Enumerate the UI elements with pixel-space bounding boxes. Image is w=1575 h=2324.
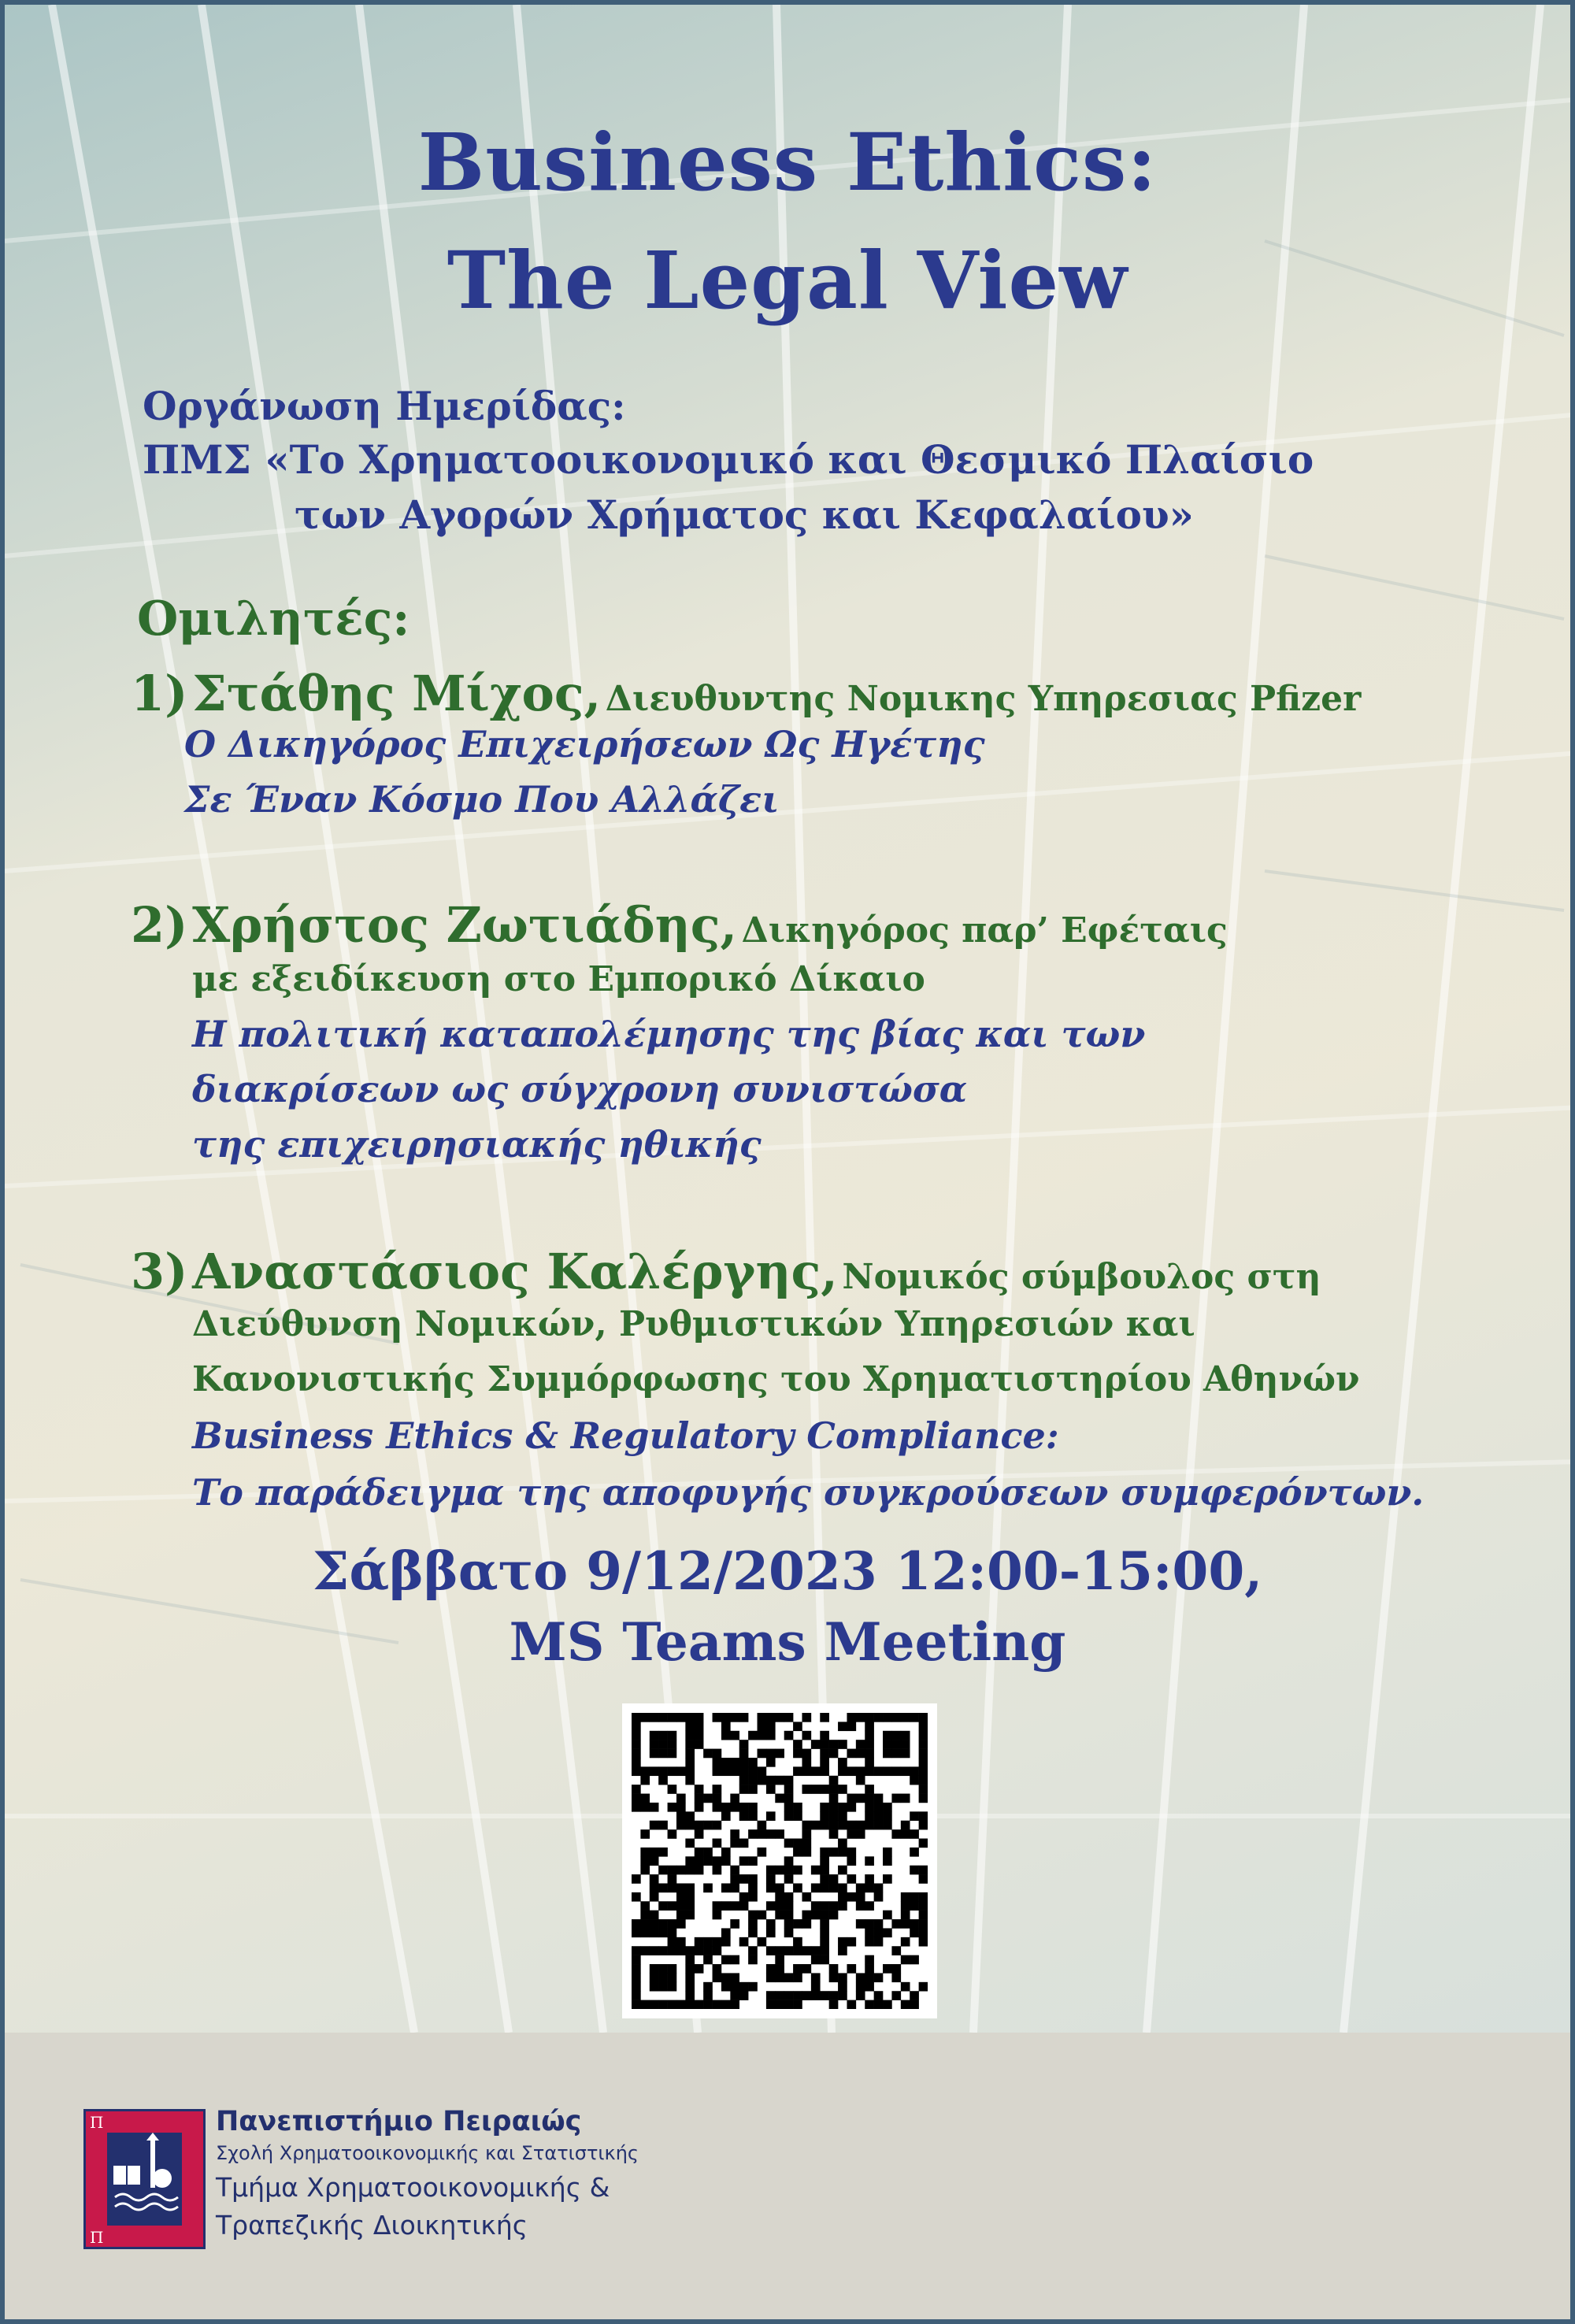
qr-code[interactable] [622,1703,937,2018]
speaker-2-heading [131,896,1228,954]
speakers-label: Ομιλητές: [137,591,410,647]
speaker-3-role-line-1: Διεύθυνση Νομικών, Ρυθμιστικών Υπηρεσιών και [192,1304,1195,1344]
speaker-2-talk-line-2: διακρίσεων ως σύγχρονη συνιστώσα [192,1068,968,1110]
organization-label: Οργάνωση Ημερίδας: [143,383,626,429]
event-datetime: Σάββατο 9/12/2023 12:00-15:00, [312,1540,1263,1602]
speaker-2-talk-line-3: της επιχειρησιακής ηθικής [192,1123,762,1166]
speaker-2-name: Χρήστος Ζωτιάδης, [192,896,738,954]
title-line-2: The Legal View [447,234,1128,327]
speaker-1-name: Στάθης Μίχος, [192,665,602,722]
speaker-3-role: Νομικός σύμβουλος στη [842,1257,1321,1297]
speaker-2-talk-line-1: Η πολιτική καταπολέμησης της βίας και των [192,1013,1146,1055]
speaker-3-role-line-2: Κανονιστικής Συμμόρφωσης του Χρηματιστηρίου Αθηνών [192,1359,1360,1399]
poster-content [5,5,1570,2319]
school-name: Σχολή Χρηματοοικονομικής και Στατιστικής [216,2142,639,2164]
qr-code-icon [632,1713,928,2009]
speaker-3-name: Αναστάσιος Καλέργης, [192,1243,838,1300]
university-name: Πανεπιστήμιο Πειραιώς [216,2106,582,2137]
speaker-3-talk-line-2: Το παράδειγμα της αποφυγής συγκρούσεων συμφερόντων. [192,1471,1425,1514]
speaker-1-talk-line-1: Ο Δικηγόρος Επιχειρήσεων Ως Ηγέτης [184,723,985,765]
speaker-1-number: 1) [131,665,188,722]
event-platform: MS Teams Meeting [509,1611,1066,1673]
speaker-3-heading [131,1243,1321,1300]
organization-line-1: ΠΜΣ «Το Χρηματοοικονομικό και Θεσμικό Πλαίσιο [143,436,1314,483]
speaker-1-talk-line-2: Σε Έναν Κόσμο Που Αλλάζει [184,778,780,821]
speaker-3-talk-line-1: Business Ethics & Regulatory Compliance: [192,1414,1059,1457]
speaker-1-heading [131,665,1361,722]
speaker-2-role-line-1: με εξειδίκευση στο Εμπορικό Δίκαιο [192,959,925,999]
speaker-1-role: Διευθυντης Νομικης Υπηρεσιας Pfizer [605,679,1362,719]
svg-text:Π: Π [90,2113,104,2132]
organization-line-2: των Αγορών Χρήματος και Κεφαλαίου» [295,491,1194,538]
speaker-3-number: 3) [131,1243,188,1300]
title-line-1: Business Ethics: [417,116,1158,209]
department-line-2: Τραπεζικής Διοικητικής [216,2210,528,2241]
department-line-1: Τμήμα Χρηματοοικονομικής & [216,2172,610,2203]
speaker-2-role: Δικηγόρος παρ’ Εφέταις [741,910,1228,951]
speaker-2-number: 2) [131,896,188,954]
svg-text:Π: Π [90,2228,104,2247]
university-logo-icon [83,2109,206,2249]
